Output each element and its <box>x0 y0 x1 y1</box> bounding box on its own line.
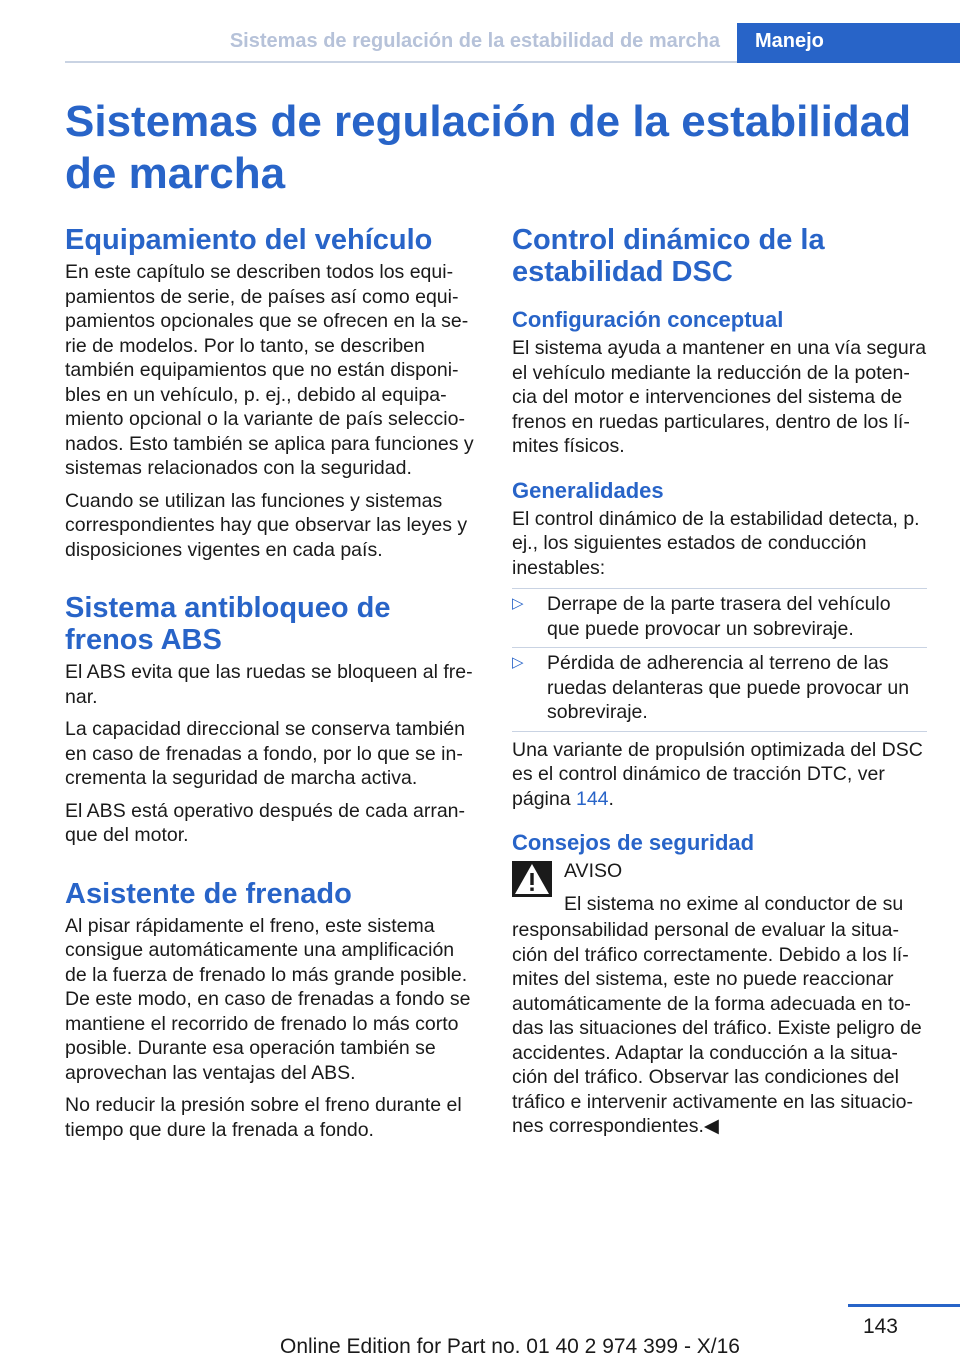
edition-footer: Online Edition for Part no. 01 40 2 974 399 - X/16 <box>280 1335 740 1358</box>
paragraph: El control dinámico de la estabilidad detecta, p. ej., los siguientes estados de conducción inestables: <box>512 507 920 579</box>
page-title: Sistemas de regulación de la estabilidad de marcha <box>65 97 912 198</box>
footer-rule <box>848 1304 960 1307</box>
paragraph-text: Una variante de propulsión optimizada del DSC es el control dinámico de tracción DTC, ver página <box>512 738 923 810</box>
list-item-text: Pérdida de adherencia al terreno de las ruedas delanteras que puede provocar un sobreviraje. <box>547 652 910 723</box>
warning-triangle-icon <box>512 861 552 897</box>
section-heading-brake-assist: Asistente de frenado <box>65 877 352 910</box>
section-heading-abs: Sistema antibloqueo de frenos ABS <box>65 592 391 656</box>
warning-label: AVISO <box>564 860 623 882</box>
paragraph-text-end: . <box>608 787 614 810</box>
warning-text <box>512 892 927 1139</box>
paragraph: Al pisar rápidamente el freno, este sistema consigue automáticamente una amplificación de la fuerza de frenado lo más grande posible. De este modo, en caso de frenadas a fondo se mantiene el recorrido de frenado lo más corto posible. Durante esa operación también se aprovechan las ventajas del ABS. <box>65 914 471 1084</box>
subheading-concept: Configuración conceptual <box>512 307 784 332</box>
paragraph <box>512 738 927 812</box>
warning-text-rest: responsabilidad personal de evaluar la situación del tráfico correctamente. Debido a los límites del sistema, este no puede reaccionar automáticamente de la forma adecuada en todas las situaciones del tráfico. Existe peligro de accidentes. Adaptar la conducción a la situación del tráfico. Observar las condiciones del tráfico e intervenir activamente en las situaciones correspondientes.◀ <box>512 919 922 1137</box>
paragraph: Cuando se utilizan las funciones y sistemas correspondientes hay que observar las leyes y disposiciones vigentes en cada país. <box>65 489 468 561</box>
list-item <box>512 588 927 641</box>
triangle-right-icon: ▷ <box>512 654 524 671</box>
section-heading-equipment: Equipamiento del vehículo <box>65 224 433 256</box>
header-section-title: Sistemas de regulación de la estabilidad de marcha <box>229 30 720 52</box>
paragraph: La capacidad direccional se conserva también en caso de frenadas a fondo, por lo que se incrementa la seguridad de marcha activa. <box>65 718 465 789</box>
list-item <box>512 647 927 725</box>
subheading-general: Generalidades <box>512 477 664 503</box>
left-column <box>65 224 480 1150</box>
paragraph: El ABS está operativo después de cada arranque del motor. <box>65 799 466 846</box>
warning-box <box>512 859 927 1139</box>
page-number: 143 <box>862 1315 898 1338</box>
header-chapter-tab: Manejo <box>737 23 960 63</box>
paragraph: No reducir la presión sobre el freno durante el tiempo que dure la frenada a fondo. <box>65 1094 462 1141</box>
list-item-text: Derrape de la parte trasera del vehículo que puede provocar un sobreviraje. <box>547 593 891 640</box>
paragraph: El sistema ayuda a mantener en una vía segura el vehículo mediante la reducción de la potencia del motor e intervenciones del sistema de frenos en ruedas particulares, dentro de los límites físicos. <box>512 337 927 457</box>
bullet-list <box>512 588 927 725</box>
subheading-safety: Consejos de seguridad <box>512 830 755 855</box>
paragraph: El ABS evita que las ruedas se bloqueen al frenar. <box>65 661 473 708</box>
triangle-right-icon: ▷ <box>512 595 524 612</box>
section-heading-dsc: Control dinámico de la estabilidad DSC <box>512 224 825 288</box>
list-divider <box>512 731 927 732</box>
warning-text-first-line: El sistema no exime al conductor de su <box>564 892 904 915</box>
page-reference-link[interactable]: 144 <box>575 787 609 810</box>
right-column <box>512 224 927 1139</box>
paragraph: En este capítulo se describen todos los equipamientos de serie, de países así como equipamientos opcionales que se ofrecen en la serie de modelos. Por lo tanto, se describen también equipamientos que no están disponibles en un vehículo, p. ej., debido al equipamiento opcional o la variante de país seleccionados. Esto también se aplica para funciones y sistemas relacionados con la seguridad. <box>65 261 474 479</box>
